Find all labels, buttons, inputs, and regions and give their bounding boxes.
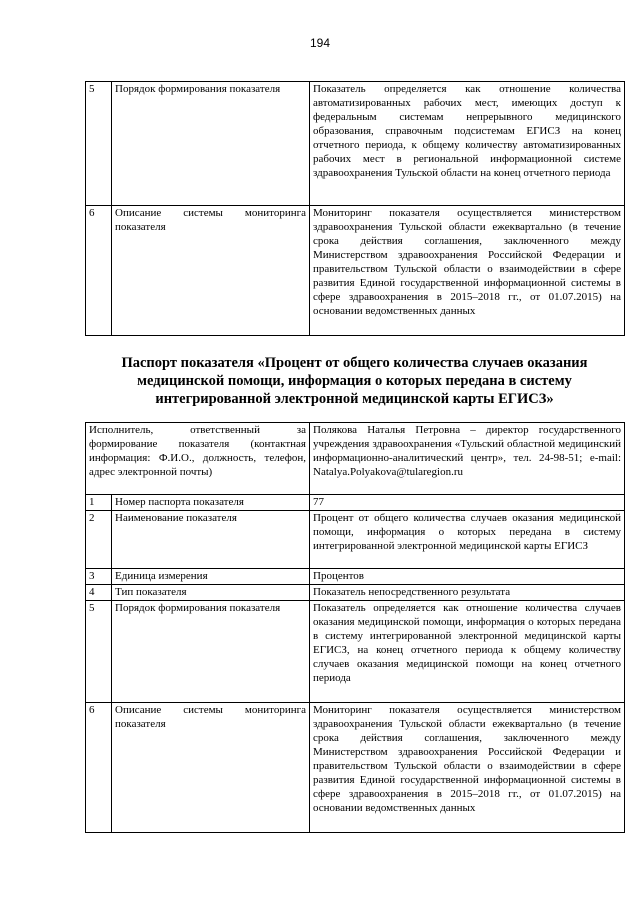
row-value: Процент от общего количества случаев оказания медицинской помощи, информация о которых передана в систему интегрированной электронной медицинской карты ЕГИСЗ [310,511,625,569]
table-row [86,703,625,833]
table-row [86,585,625,601]
row-value: Показатель определяется как отношение количества случаев оказания медицинской помощи, информация о которых передана в систему интегрированной электронной медицинской карты ЕГИСЗ, на конец отчетного периода к общему количеству случаев оказания медицинской помощи на конец отчетного периода [310,601,625,703]
table-row [86,82,625,206]
row-label: Порядок формирования показателя [112,601,310,703]
heading-line: интегрированной электронной медицинской карты ЕГИСЗ» [155,391,554,407]
table-row [86,511,625,569]
row-number: 2 [86,511,112,569]
table-row [86,206,625,336]
indicator-table-continued [85,81,625,336]
row-label: Тип показателя [112,585,310,601]
row-value: 77 [310,495,625,511]
row-value: Мониторинг показателя осуществляется министерством здравоохранения Тульской области ежеквартально (в течение срока действия соглашения, заключенного между Министерством здравоохранения Российской Федерации и правительством Тульской области о взаимодействии в сфере развития Единой государственной информационной системы в сфере здравоохранения в 2015–2018 гг., от 01.07.2015) на основании ведомственных данных [310,703,625,833]
row-label: Номер паспорта показателя [112,495,310,511]
row-label: Описание системы мониторинга показателя [112,703,310,833]
row-number: 5 [86,82,112,206]
passport-heading [85,354,624,408]
row-value: Показатель непосредственного результата [310,585,625,601]
row-value: Мониторинг показателя осуществляется министерством здравоохранения Тульской области ежеквартально (в течение срока действия соглашения, заключенного между Министерством здравоохранения Российской Федерации и правительством Тульской области о взаимодействии в сфере развития Единой государственной информационной системы в сфере здравоохранения в 2015–2018 гг., от 01.07.2015) на основании ведомственных данных [310,206,625,336]
row-number: 1 [86,495,112,511]
row-value: Процентов [310,569,625,585]
row-number: 3 [86,569,112,585]
executor-label: Исполнитель, ответственный за формирование показателя (контактная информация: Ф.И.О., должность, телефон, адрес электронной почты) [86,423,310,495]
row-value: Показатель определяется как отношение количества автоматизированных рабочих мест, имеющих доступ к федеральным системам непрерывного медицинского образования, справочным подсистемам ЕГИСЗ на конец отчетного периода, к общему количеству автоматизированных рабочих мест в региональной информационной системе здравоохранения Тульской области на конец отчетного периода [310,82,625,206]
row-label: Порядок формирования показателя [112,82,310,206]
executor-row [86,423,625,495]
indicator-passport-table [85,422,625,833]
row-number: 6 [86,703,112,833]
table-row [86,601,625,703]
table-row [86,495,625,511]
executor-value: Полякова Наталья Петровна – директор государственного учреждения здравоохранения «Тульский областной медицинский информационно-аналитический центр», тел. 24-98-51; e-mail: Natalya.Polyakova@tularegion.ru [310,423,625,495]
row-number: 5 [86,601,112,703]
table-row [86,569,625,585]
row-label: Описание системы мониторинга показателя [112,206,310,336]
row-label: Единица измерения [112,569,310,585]
heading-line: Паспорт показателя «Процент от общего количества случаев оказания [121,355,588,371]
row-number: 6 [86,206,112,336]
heading-line: медицинской помощи, информация о которых передана в систему [137,373,572,389]
page-number: 194 [309,36,331,50]
row-number: 4 [86,585,112,601]
row-label: Наименование показателя [112,511,310,569]
